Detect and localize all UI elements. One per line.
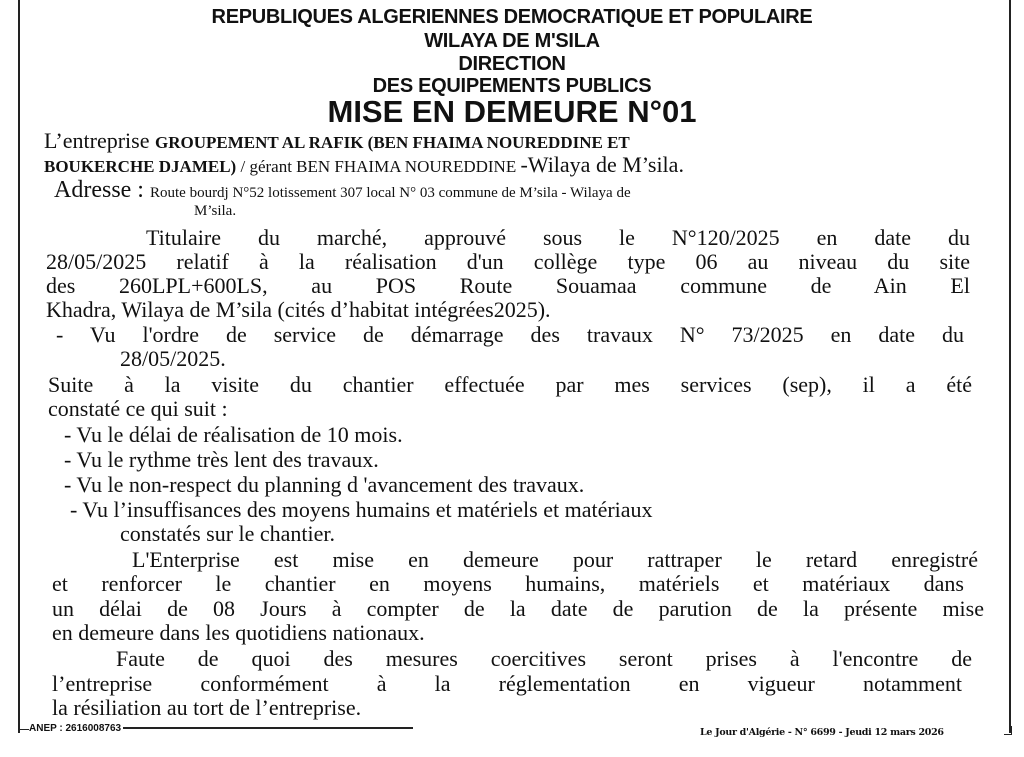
frame-corner — [1004, 726, 1012, 735]
paragraph-4-line-4: en demeure dans les quotidiens nationaux. — [52, 620, 425, 645]
paragraph-2-line-1: - Vu l'ordre de service de démarrage des travaux N° 73/2025 en date du — [56, 322, 964, 347]
enterprise-prefix: L’entreprise — [44, 128, 155, 153]
bullet-item-continuation: constatés sur le chantier. — [120, 521, 336, 546]
footer-anep — [18, 722, 413, 734]
bullet-item: - Vu l’insuffisances des moyens humains et matériels et matériaux — [70, 497, 653, 522]
paragraph-4-line-1: L'Enterprise est mise en demeure pour rattraper le retard enregistré — [132, 547, 978, 572]
anep-reference: ANEP : 2616008763 — [29, 722, 122, 734]
enterprise-wilaya: -Wilaya de M’sila. — [520, 152, 684, 177]
paragraph-1-line-3: des 260LPL+600LS, au POS Route Souamaa commune de Ain El — [46, 273, 970, 298]
paragraph-4-line-2: et renforcer le chantier en moyens humains, matériels et matériaux dans — [52, 571, 964, 596]
enterprise-manager: / gérant BEN FHAIMA NOUREDDINE — [236, 157, 521, 176]
footer-rule — [123, 727, 413, 729]
paragraph-1-line-1: Titulaire du marché, approuvé sous le N°120/2025 en date du — [146, 225, 970, 250]
bullet-item: - Vu le rythme très lent des travaux. — [64, 447, 379, 472]
paragraph-5-line-3: la résiliation au tort de l’entreprise. — [52, 695, 362, 720]
header-department: DES EQUIPEMENTS PUBLICS — [372, 75, 652, 97]
address-line-1 — [54, 178, 631, 205]
frame-corner — [18, 721, 29, 730]
bullet-item: - Vu le non-respect du planning d 'avancement des travaux. — [64, 472, 585, 497]
header-republic: REPUBLIQUES ALGERIENNES DEMOCRATIQUE ET POPULAIRE — [211, 6, 813, 28]
paragraph-1-line-4: Khadra, Wilaya de M’sila (cités d’habitat intégrées2025). — [46, 297, 551, 322]
paragraph-5-line-2: l’entreprise conformément à la réglementation en vigueur notamment — [52, 671, 962, 696]
enterprise-line-2 — [44, 153, 684, 180]
header-direction: DIRECTION — [458, 53, 566, 75]
enterprise-name-2: BOUKERCHE DJAMEL) — [44, 157, 237, 176]
bullet-item: - Vu le délai de réalisation de 10 mois. — [64, 422, 403, 447]
paragraph-2-line-2: 28/05/2025. — [120, 346, 226, 371]
publication-info: Le Jour d'Algérie - N° 6699 - Jeudi 12 mars 2026 — [700, 727, 944, 738]
address-text-1: Route bourdj N°52 lotissement 307 local N° 03 commune de M’sila - Wilaya de — [149, 185, 631, 201]
address-text-2: M’sila. — [194, 203, 237, 219]
notice-title: MISE EN DEMEURE N°01 — [327, 94, 697, 129]
paragraph-5-line-1: Faute de quoi des mesures coercitives seront prises à l'encontre de — [116, 646, 972, 671]
enterprise-name-1: GROUPEMENT AL RAFIK (BEN FHAIMA NOUREDDINE ET — [154, 133, 630, 152]
address-label: Adresse : — [54, 177, 150, 203]
header-wilaya: WILAYA DE M'SILA — [424, 30, 600, 52]
paragraph-3-line-1: Suite à la visite du chantier effectuée par mes services (sep), il a été — [48, 372, 972, 397]
paragraph-3-line-2: constaté ce qui suit : — [48, 396, 228, 421]
paragraph-4-line-3: un délai de 08 Jours à compter de la date de parution de la présente mise — [52, 596, 984, 621]
paragraph-1-line-2: 28/05/2025 relatif à la réalisation d'un collège type 06 au niveau du site — [46, 249, 970, 274]
